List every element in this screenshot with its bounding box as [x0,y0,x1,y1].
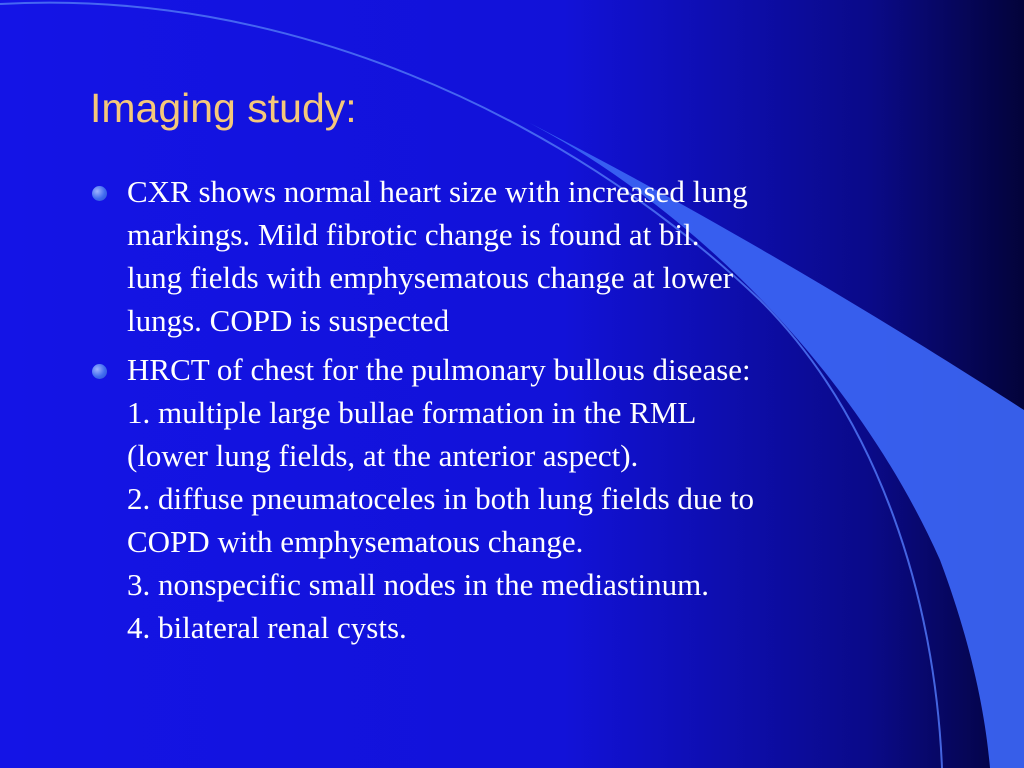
text-line: CXR shows normal heart size with increased lung [127,174,748,209]
bullet-item-hrct [90,348,950,649]
text-line: lung fields with emphysematous change at lower [127,260,734,295]
text-line: 2. diffuse pneumatoceles in both lung fields due to [127,481,755,516]
text-line: COPD with emphysematous change. [127,524,584,559]
bullet-item-cxr [90,170,950,342]
bullet-text [127,170,950,342]
bullet-dot-icon [92,364,107,379]
text-line: 3. nonspecific small nodes in the mediastinum. [127,567,710,602]
text-line: 1. multiple large bullae formation in the RML [127,395,697,430]
text-line: 4. bilateral renal cysts. [127,610,407,645]
text-line: HRCT of chest for the pulmonary bullous disease: [127,352,751,387]
slide-title: Imaging study: [90,85,357,131]
text-line: markings. Mild fibrotic change is found at bil. [127,217,700,252]
text-line: (lower lung fields, at the anterior aspect). [127,438,639,473]
bullet-dot-icon [92,186,107,201]
bullet-list [90,170,950,655]
text-line: lungs. COPD is suspected [127,303,450,338]
bullet-text [127,348,950,649]
